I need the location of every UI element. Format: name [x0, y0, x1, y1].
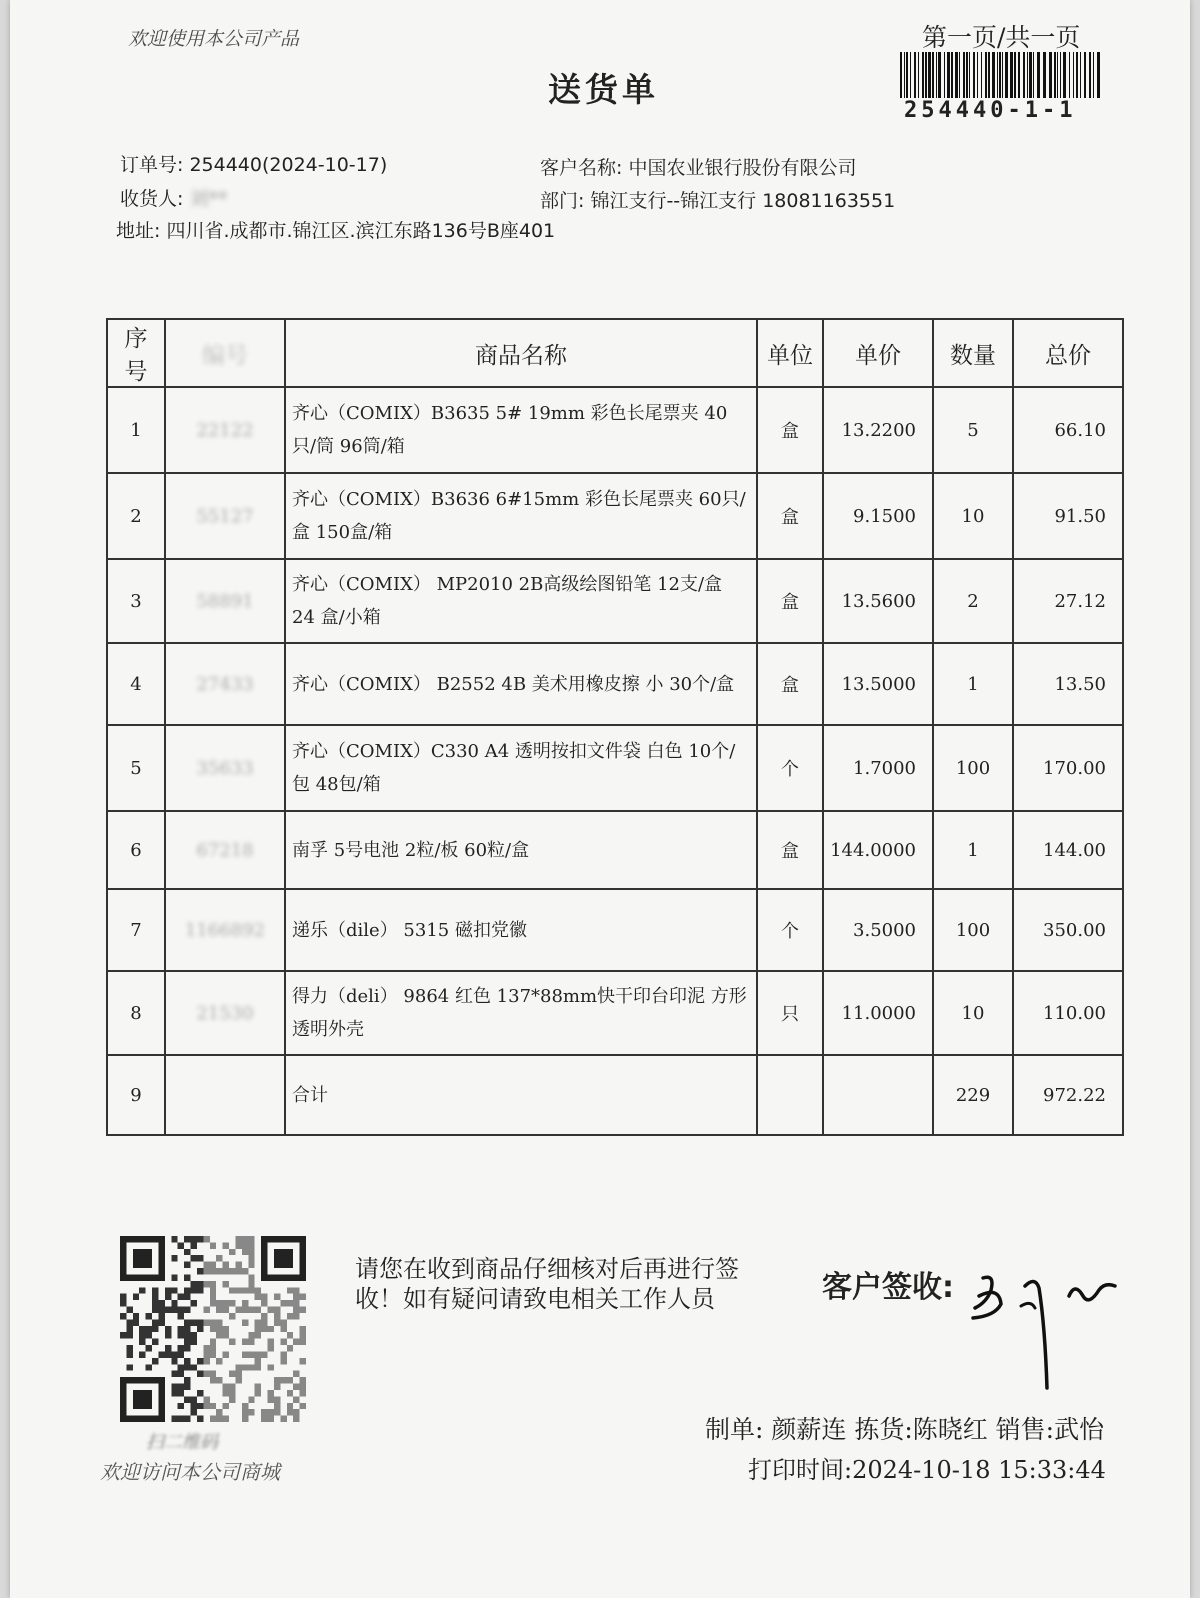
order-number-label: 订单号:: [120, 154, 184, 176]
cell-quantity: 10: [933, 971, 1013, 1055]
cell-quantity: 10: [933, 473, 1013, 559]
cell-index: 1: [107, 387, 165, 473]
address-line: [116, 216, 555, 243]
page-info: 第一页/共一页: [922, 23, 1081, 52]
receiver-value: 刘**: [189, 188, 228, 210]
cell-product-name: 南孚 5号电池 2粒/板 60粒/盒: [285, 811, 757, 889]
table-row: [107, 559, 1123, 643]
header-unit: 单位: [757, 319, 823, 387]
cell-unit-price: 13.5000: [823, 643, 933, 725]
cell-index: 8: [107, 971, 165, 1055]
cell-unit-price: 3.5000: [823, 889, 933, 971]
cell-unit-price: 11.0000: [823, 971, 933, 1055]
address-label: 地址:: [116, 220, 161, 242]
delivery-note-paper: [10, 0, 1190, 1598]
cell-code: 55127: [165, 473, 285, 559]
cell-code: 21530: [165, 971, 285, 1055]
table-row: [107, 889, 1123, 971]
cell-quantity: 1: [933, 811, 1013, 889]
cell-total: 27.12: [1013, 559, 1123, 643]
welcome-text: 欢迎使用本公司产品: [128, 28, 300, 50]
cell-unit: 个: [757, 889, 823, 971]
cell-total: 350.00: [1013, 889, 1123, 971]
table-row: [107, 473, 1123, 559]
header-product-name: 商品名称: [285, 319, 757, 387]
cell-product-name: 齐心（COMIX） MP2010 2B高级绘图铅笔 12支/盒 24 盒/小箱: [285, 559, 757, 643]
cell-unit: 个: [757, 725, 823, 811]
cell-product-name: 齐心（COMIX） B2552 4B 美术用橡皮擦 小 30个/盒: [285, 643, 757, 725]
qr-code-icon: [120, 1236, 306, 1422]
items-table: [106, 318, 1124, 1136]
order-number-line: [120, 150, 387, 177]
cell-code: 27433: [165, 643, 285, 725]
print-time: 打印时间:2024-10-18 15:33:44: [748, 1456, 1106, 1484]
cell-product-name: 齐心（COMIX）B3636 6#15mm 彩色长尾票夹 60只/盒 150盒/箱: [285, 473, 757, 559]
cell-unit-price: 1.7000: [823, 725, 933, 811]
header-total: 总价: [1013, 319, 1123, 387]
cell-total: 972.22: [1013, 1055, 1123, 1135]
barcode-number: 254440-1-1: [904, 98, 1077, 123]
table-row: [107, 387, 1123, 473]
cell-unit: 只: [757, 971, 823, 1055]
staff-line: 制单: 颜薪连 拣货:陈晓红 销售:武怡: [705, 1415, 1105, 1444]
header-code: 编号: [165, 319, 285, 387]
receiver-line: [120, 184, 227, 211]
cell-product-name: 合计: [285, 1055, 757, 1135]
cell-product-name: 齐心（COMIX）C330 A4 透明按扣文件袋 白色 10个/包 48包/箱: [285, 725, 757, 811]
document-title: 送货单: [548, 70, 659, 109]
cell-index: 3: [107, 559, 165, 643]
cell-unit: [757, 1055, 823, 1135]
cell-quantity: 5: [933, 387, 1013, 473]
cell-unit: 盒: [757, 473, 823, 559]
cell-quantity: 2: [933, 559, 1013, 643]
cell-index: 7: [107, 889, 165, 971]
cell-index: 4: [107, 643, 165, 725]
handwritten-signature: [965, 1256, 1135, 1396]
header-index: 序号: [107, 319, 165, 387]
cell-code: 58891: [165, 559, 285, 643]
cell-unit-price: 9.1500: [823, 473, 933, 559]
cell-code: 22122: [165, 387, 285, 473]
cell-code: 1166892: [165, 889, 285, 971]
cell-unit: 盒: [757, 387, 823, 473]
cell-unit-price: [823, 1055, 933, 1135]
cell-unit-price: 144.0000: [823, 811, 933, 889]
cell-unit-price: 13.5600: [823, 559, 933, 643]
department-label: 部门:: [540, 190, 585, 212]
department-line: [540, 186, 895, 213]
customer-line: [540, 153, 856, 180]
cell-total: 144.00: [1013, 811, 1123, 889]
table-row: [107, 971, 1123, 1055]
cell-index: 6: [107, 811, 165, 889]
qr-caption: 扫二维码: [146, 1432, 218, 1453]
customer-label: 客户名称:: [540, 157, 623, 179]
cell-code: [165, 1055, 285, 1135]
cell-index: 9: [107, 1055, 165, 1135]
cell-unit: 盒: [757, 643, 823, 725]
cell-quantity: 100: [933, 889, 1013, 971]
table-row: [107, 1055, 1123, 1135]
cell-unit: 盒: [757, 559, 823, 643]
table-row: [107, 643, 1123, 725]
customer-sign-label: 客户签收:: [822, 1270, 954, 1305]
receiver-label: 收货人:: [120, 188, 184, 210]
customer-value: 中国农业银行股份有限公司: [628, 157, 857, 179]
cell-quantity: 1: [933, 643, 1013, 725]
cell-total: 170.00: [1013, 725, 1123, 811]
cell-quantity: 100: [933, 725, 1013, 811]
address-value: 四川省.成都市.锦江区.滨江东路136号B座401: [166, 220, 556, 242]
header-quantity: 数量: [933, 319, 1013, 387]
cell-product-name: 递乐（dile） 5315 磁扣党徽: [285, 889, 757, 971]
table-header-row: [107, 319, 1123, 387]
cell-index: 2: [107, 473, 165, 559]
barcode-icon: [900, 52, 1100, 98]
table-row: [107, 811, 1123, 889]
cell-quantity: 229: [933, 1055, 1013, 1135]
mall-welcome-text: 欢迎访问本公司商城: [100, 1460, 280, 1484]
header-unit-price: 单价: [823, 319, 933, 387]
cell-product-name: 得力（deli） 9864 红色 137*88mm快干印台印泥 方形透明外壳: [285, 971, 757, 1055]
cell-index: 5: [107, 725, 165, 811]
cell-total: 110.00: [1013, 971, 1123, 1055]
order-number-value: 254440(2024-10-17): [189, 154, 388, 176]
cell-total: 13.50: [1013, 643, 1123, 725]
cell-product-name: 齐心（COMIX）B3635 5# 19mm 彩色长尾票夹 40只/筒 96筒/箱: [285, 387, 757, 473]
cell-unit: 盒: [757, 811, 823, 889]
cell-total: 66.10: [1013, 387, 1123, 473]
cell-code: 35633: [165, 725, 285, 811]
cell-code: 67218: [165, 811, 285, 889]
table-row: [107, 725, 1123, 811]
check-notice: 请您在收到商品仔细核对后再进行签收！如有疑问请致电相关工作人员: [355, 1255, 739, 1313]
department-value: 锦江支行--锦江支行 18081163551: [590, 190, 896, 212]
cell-total: 91.50: [1013, 473, 1123, 559]
cell-unit-price: 13.2200: [823, 387, 933, 473]
